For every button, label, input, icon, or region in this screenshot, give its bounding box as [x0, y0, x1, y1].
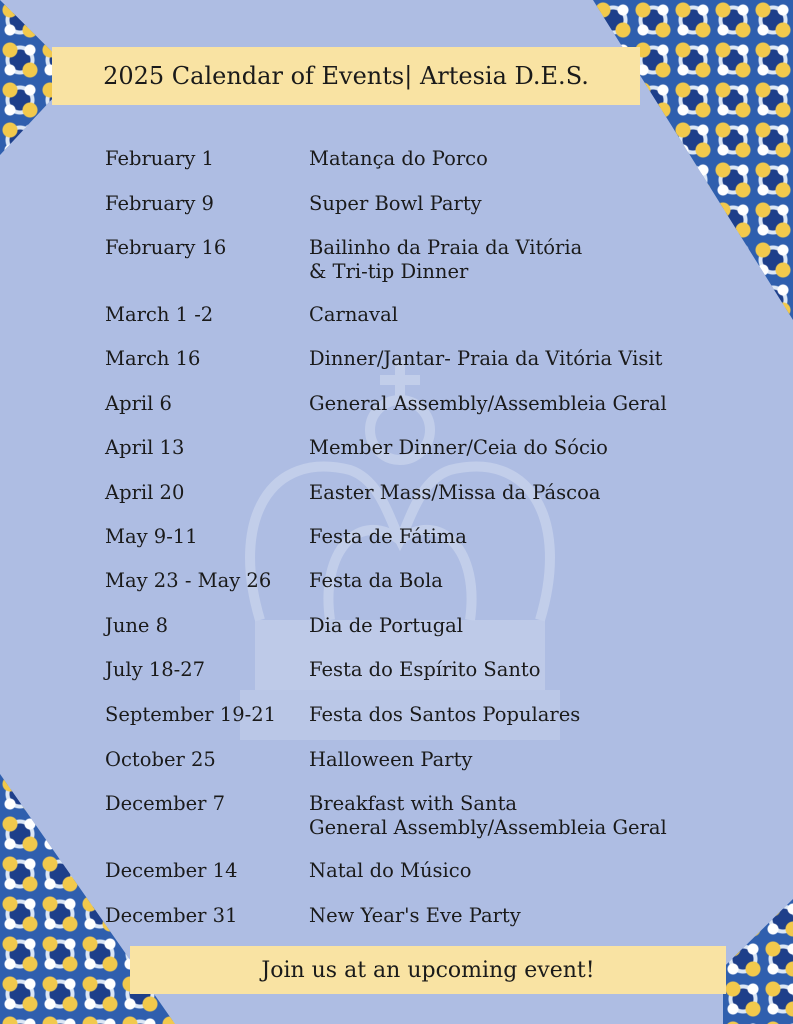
event-date: December 7 — [105, 792, 226, 815]
event-date: February 1 — [105, 147, 214, 170]
event-title-line: Bailinho da Praia da Vitória — [309, 236, 583, 259]
event-date: October 25 — [105, 748, 216, 771]
event-title — [309, 303, 398, 327]
event-title-line: Dia de Portugal — [309, 614, 464, 637]
event-title-line: New Year's Eve Party — [309, 904, 521, 927]
event-date: December 14 — [105, 859, 238, 882]
event-date: February 9 — [105, 192, 214, 215]
event-title — [309, 748, 472, 772]
event-date: February 16 — [105, 236, 227, 259]
event-title — [309, 569, 443, 593]
event-title-line: General Assembly/Assembleia Geral — [309, 392, 667, 415]
event-title — [309, 904, 521, 928]
event-title — [309, 236, 582, 284]
event-title-line: & Tri-tip Dinner — [309, 260, 469, 283]
event-title — [309, 792, 667, 840]
event-title-line: Member Dinner/Ceia do Sócio — [309, 436, 608, 459]
event-title — [309, 525, 467, 549]
page-title: 2025 Calendar of Events| Artesia D.E.S. — [103, 62, 589, 90]
event-date: April 20 — [105, 481, 185, 504]
event-title-line: Halloween Party — [309, 748, 473, 771]
event-title — [309, 658, 541, 682]
event-title — [309, 392, 667, 416]
event-title-line: Dinner/Jantar- Praia da Vitória Visit — [309, 347, 663, 370]
event-date: June 8 — [105, 614, 169, 637]
event-date: April 13 — [105, 436, 185, 459]
event-date: May 23 - May 26 — [105, 569, 272, 592]
event-date: May 9-11 — [105, 525, 198, 548]
event-title-line: Festa dos Santos Populares — [309, 703, 581, 726]
event-title-line: Carnaval — [309, 303, 398, 326]
event-date: March 1 -2 — [105, 303, 214, 326]
event-date: December 31 — [105, 904, 238, 927]
event-title — [309, 614, 463, 638]
event-date: July 18-27 — [105, 658, 206, 681]
event-title-line: Breakfast with Santa — [309, 792, 518, 815]
footer-text: Join us at an upcoming event! — [261, 957, 595, 983]
event-title-line: Festa do Espírito Santo — [309, 658, 541, 681]
event-date: April 6 — [105, 392, 172, 415]
event-title — [309, 859, 471, 883]
event-title — [309, 436, 608, 460]
event-title-line: Festa da Bola — [309, 569, 443, 592]
event-title-line: Easter Mass/Missa da Páscoa — [309, 481, 601, 504]
event-title — [309, 347, 662, 371]
event-date: September 19-21 — [105, 703, 277, 726]
event-title — [309, 703, 580, 727]
event-title-line: Festa de Fátima — [309, 525, 467, 548]
event-title-line: Matança do Porco — [309, 147, 488, 170]
event-date: March 16 — [105, 347, 201, 370]
event-title — [309, 192, 482, 216]
event-title-line: Super Bowl Party — [309, 192, 482, 215]
event-title — [309, 481, 600, 505]
event-title-line: General Assembly/Assembleia Geral — [309, 816, 667, 839]
event-title-line: Natal do Músico — [309, 859, 472, 882]
event-title — [309, 147, 488, 171]
